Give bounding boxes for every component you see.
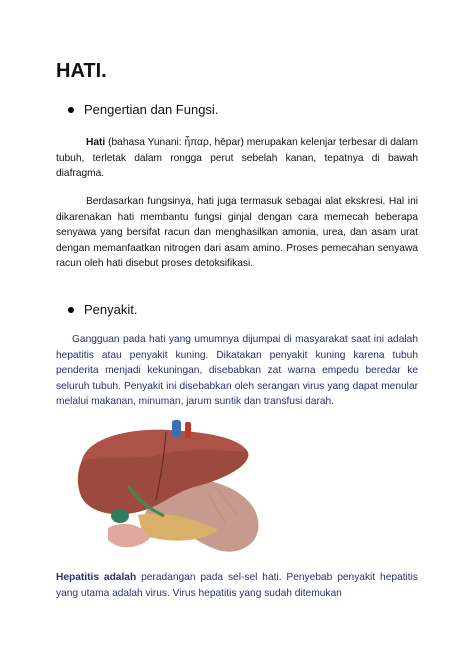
bullet-icon bbox=[68, 307, 74, 313]
definition-paragraph bbox=[56, 135, 418, 182]
hepatitis-term: Hepatitis adalah bbox=[56, 572, 137, 583]
disease-text: Gangguan pada hati yang umumnya dijumpai di masyarakat saat ini adalah hepatitis atau penyakit kuning. Dikatakan penyakit kuning karena tubuh penderita menjadi kekuningan, disebabkan zat warna empedu beredar ke seluruh tubuh. Penyakit ini disebabkan oleh serangan virus yang dapat menular melalui makanan, minuman, jarum suntik dan transfusi darah. bbox=[56, 334, 418, 408]
hepatitis-paragraph bbox=[56, 570, 418, 601]
hepatitis-text: peradangan pada sel-sel hati. Penyebab penyakit hepatitis yang utama adalah virus. Virus hepatitis yang sudah ditemukan bbox=[56, 572, 418, 599]
page-title: HATI. bbox=[56, 60, 107, 82]
section-heading-definition-text: Pengertian dan Fungsi. bbox=[84, 102, 219, 117]
bullet-icon bbox=[68, 107, 74, 113]
liver-illustration bbox=[68, 420, 264, 558]
function-paragraph bbox=[56, 194, 418, 272]
aorta bbox=[185, 422, 191, 438]
disease-paragraph bbox=[56, 332, 418, 410]
function-text: Berdasarkan fungsinya, hati juga termasuk sebagai alat ekskresi. Hal ini dikarenakan hati membantu fungsi ginjal dengan cara memecah beberapa senyawa yang bersifat racun dan menghasilkan amonia, urea, dan asam urat dengan memanfaatkan nitrogen dari asam amino. Proses pemecahan senyawa racun oleh hati disebut proses detoksifikasi. bbox=[56, 196, 418, 270]
definition-term: Hati bbox=[86, 137, 106, 148]
definition-text: (bahasa Yunani: ἧπαρ, hēpar) merupakan kelenjar terbesar di dalam tubuh, terletak dalam rongga perut sebelah kanan, tepatnya di bawah diafragma. bbox=[56, 137, 418, 180]
vena-cava bbox=[172, 420, 181, 438]
gallbladder bbox=[111, 509, 129, 523]
section-heading-disease-text: Penyakit. bbox=[84, 302, 138, 317]
section-heading-definition bbox=[68, 102, 218, 117]
section-heading-disease bbox=[68, 302, 137, 317]
